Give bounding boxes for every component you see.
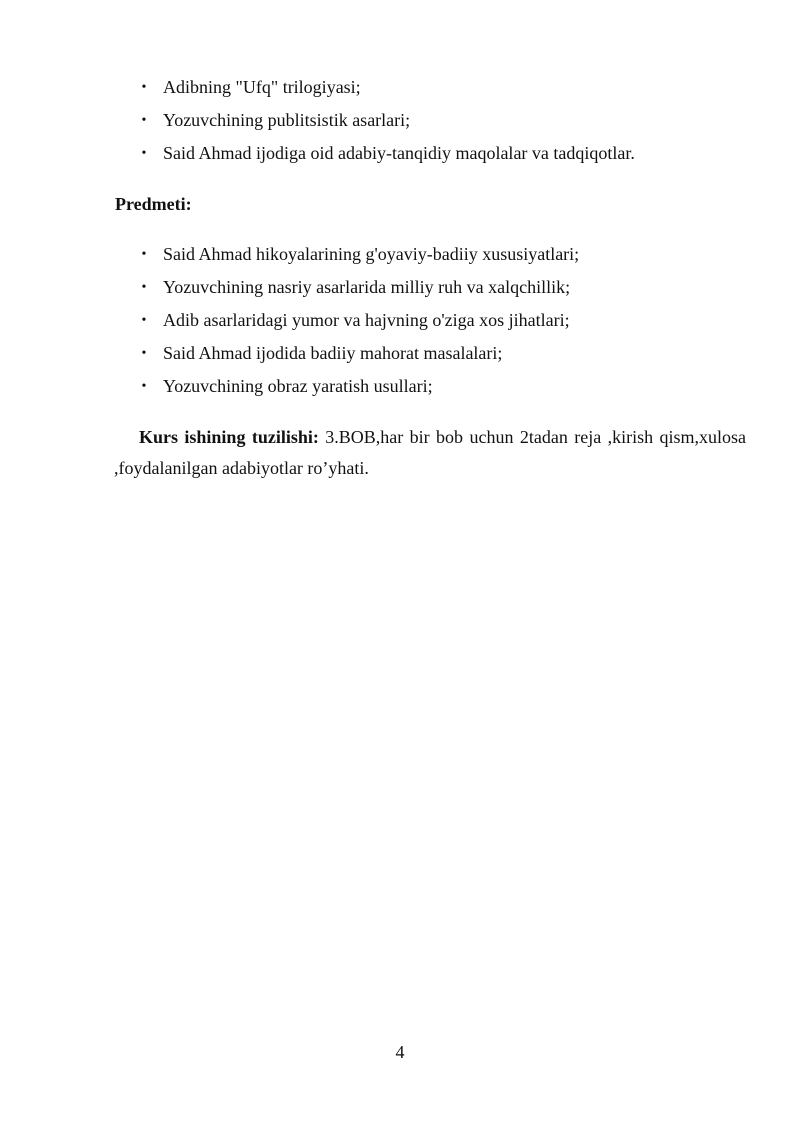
object-list [0,71,800,170]
list-item-text: Yozuvchining publitsistik asarlari; [163,110,411,130]
bullet-icon: • [141,379,147,394]
list-item-text: Adib asarlaridagi yumor va hajvning o'ziga xos jihatlari; [163,310,570,330]
list-item-text: Said Ahmad ijodida badiiy mahorat masalalari; [163,343,503,363]
bullet-icon: • [141,113,147,128]
list-item [0,238,800,271]
bullet-icon: • [141,280,147,295]
structure-text: 3.BOB,har bir bob uchun 2tadan reja ,kirish qism,xulosa ,foydalanilgan adabiyotlar ro’yhati. [114,427,746,478]
bullet-icon: • [141,346,147,361]
bullet-icon: • [141,247,147,262]
list-item [0,370,800,403]
list-item [0,104,800,137]
list-item [0,304,800,337]
structure-lead: Kurs ishining tuzilishi: [139,427,319,447]
bullet-icon: • [141,146,147,161]
list-item-text: Said Ahmad ijodiga oid adabiy-tanqidiy maqolalar va tadqiqotlar. [163,143,635,163]
list-item-text: Adibning "Ufq" trilogiyasi; [163,77,361,97]
list-item-text: Yozuvchining nasriy asarlarida milliy ruh va xalqchillik; [163,277,571,297]
list-item [0,271,800,304]
structure-paragraph [114,422,746,484]
list-item [0,71,800,104]
page-number: 4 [395,1042,405,1062]
bullet-icon: • [141,80,147,95]
list-item [0,337,800,370]
bullet-icon: • [141,313,147,328]
list-item [0,137,800,170]
section-heading-predmeti: Predmeti: [115,194,192,214]
list-item-text: Yozuvchining obraz yaratish usullari; [163,376,433,396]
predmeti-list [0,238,800,403]
list-item-text: Said Ahmad hikoyalarining g'oyaviy-badiiy xususiyatlari; [163,244,580,264]
